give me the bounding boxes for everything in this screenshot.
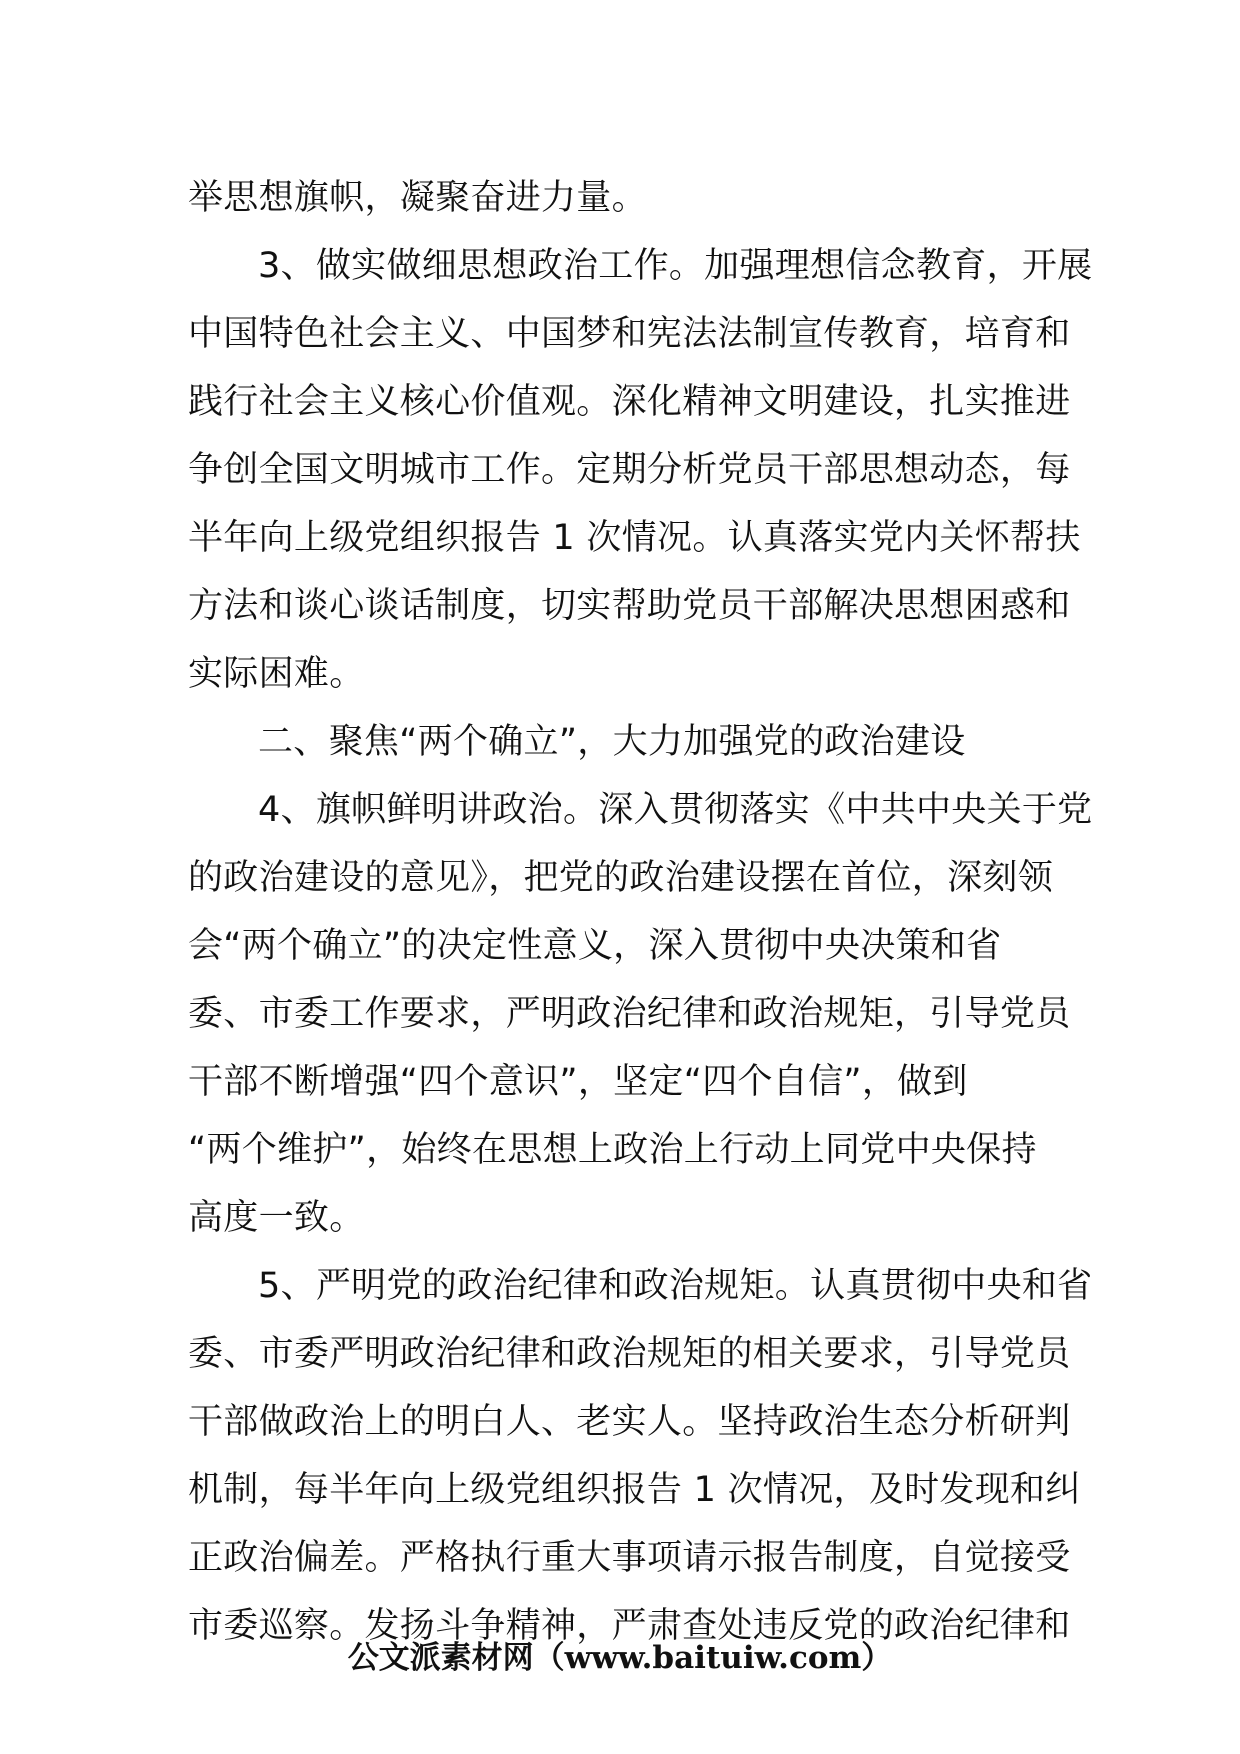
- text-line: “两个维护”，始终在思想上政治上行动上同党中央保持: [188, 1130, 1037, 1170]
- text-line: 的政治建设的意见》，把党的政治建设摆在首位，深刻领: [188, 858, 1054, 898]
- text-line: 争创全国文明城市工作。定期分析党员干部思想动态，每: [188, 450, 1071, 490]
- text-line: 践行社会主义核心价值观。深化精神文明建设，扎实推进: [188, 382, 1071, 422]
- text-line: 委、市委工作要求，严明政治纪律和政治规矩，引导党员: [188, 994, 1071, 1034]
- paragraph-start-line: 3、做实做细思想政治工作。加强理想信念教育，开展: [258, 246, 1093, 286]
- text-line: 干部做政治上的明白人、老实人。坚持政治生态分析研判: [188, 1402, 1071, 1442]
- paragraph-start-line: 5、严明党的政治纪律和政治规矩。认真贯彻中央和省: [258, 1266, 1093, 1306]
- text-line: 委、市委严明政治纪律和政治规矩的相关要求，引导党员: [188, 1334, 1071, 1374]
- paragraph-start-line: 4、旗帜鲜明讲政治。深入贯彻落实《中共中央关于党: [258, 790, 1093, 830]
- document-body: [188, 164, 1093, 1660]
- text-line: 干部不断增强“四个意识”，坚定“四个自信”，做到: [188, 1062, 968, 1102]
- text-line: 方法和谈心谈话制度，切实帮助党员干部解决思想困惑和: [188, 586, 1071, 626]
- footer-watermark: 公文派素材网（www.baituiw.com）: [347, 1640, 893, 1676]
- text-line: 半年向上级党组织报告 1 次情况。认真落实党内关怀帮扶: [188, 518, 1081, 558]
- section-heading: 二、聚焦“两个确立”，大力加强党的政治建设: [258, 722, 966, 762]
- text-line: 机制，每半年向上级党组织报告 1 次情况，及时发现和纠: [188, 1470, 1081, 1510]
- text-line: 会“两个确立”的决定性意义，深入贯彻中央决策和省: [188, 926, 1002, 966]
- text-line: 实际困难。: [188, 654, 365, 694]
- text-line: 举思想旗帜，凝聚奋进力量。: [188, 178, 647, 218]
- text-line: 中国特色社会主义、中国梦和宪法法制宣传教育，培育和: [188, 314, 1071, 354]
- text-line: 正政治偏差。严格执行重大事项请示报告制度，自觉接受: [188, 1538, 1071, 1578]
- text-line: 市委巡察。发扬斗争精神，严肃查处违反党的政治纪律和: [188, 1606, 1071, 1646]
- text-line: 高度一致。: [188, 1198, 365, 1238]
